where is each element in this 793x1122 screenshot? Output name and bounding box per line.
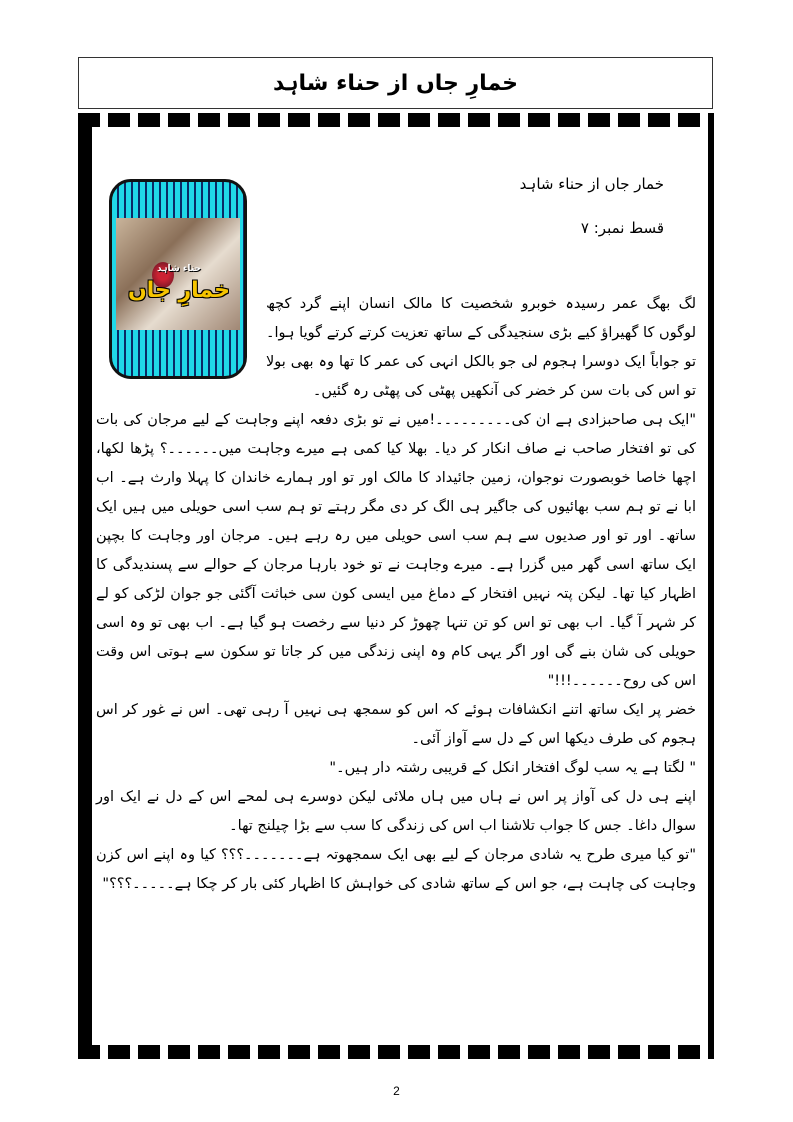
episode-number-line: قسط نمبر: ۷	[580, 219, 664, 237]
cover-title: خمارِ جاں	[127, 278, 231, 303]
paragraph: " لگتا ہے یہ سب لوگ افتخار انکل کے قریبی رشتہ دار ہیں۔"	[329, 760, 696, 776]
paragraph: لگ بھگ عمر رسیدہ خوبرو شخصیت کا مالک انسان اپنے گرد کچھ لوگوں کا گھیراؤ کیے بڑی سنجیدگی کے ساتھ تعزیت کرتے کرتے گویا ہوا۔ تو جواباً ایک دوسرا ہجوم لی جو بالکل انہی کی عمر کا تھا وہ بھی بولا تو اس کی بات سن کر خضر کی آنکھیں پھٹی کی پھٹی رہ گئیں۔	[266, 296, 696, 399]
title-box	[78, 57, 713, 109]
paragraph: "ایک ہی صاحبزادی ہے ان کی۔۔۔۔۔۔۔۔۔!میں نے تو بڑی دفعہ اپنے وجاہت کے لیے مرجان کی بات کی تو افتخار صاحب نے صاف انکار کر دیا۔ بھلا کیا کمی ہے میرے وجاہت میں۔۔۔۔۔۔؟ پڑھا لکھا، اچھا خاصا خوبصورت نوجوان، زمین جائیداد کا مالک اور تو اور ہمارے خاندان کا پہلا وارث ہے۔ اب ابا نے تو ہم سب بھائیوں کی جاگیر ہی الگ کر دی مگر رہتے تو ہم سب اسی حویلی میں ہیں ایک ساتھ۔ اور تو اور صدیوں سے ہم سب اسی حویلی میں رہ رہے ہیں۔ مرجان اور وجاہت کا بچپن ایک ساتھ اسی گھر میں گزرا ہے۔ میرے وجاہت نے تو خود بارہا مرجان کے حوالے سے پسندیدگی کا اظہار کیا تھا۔ لیکن پتہ نہیں افتخار کے دماغ میں ایسی کون سی خباثت آگئی جو جوان لڑکی کو لے کر شہر آ گیا۔ اب بھی تو اس کو تن تنہا چھوڑ کر دنیا سے رخصت ہو گیا ہے۔ اب بھی تو وہ اسی حویلی کی شان بنے گی اور اگر یہی کام وہ اپنی زندگی میں کر جاتا تو سکون سے ہوتی اس وقت اس کی روح۔۔۔۔۔۔!!!"	[96, 412, 696, 689]
paragraph: خضر پر ایک ساتھ اتنے انکشافات ہوئے کہ اس کو سمجھ ہی نہیں آ رہی تھی۔ اس نے غور کر اس ہجوم کی طرف دیکھا اس کے دل سے آواز آئی۔	[96, 702, 696, 747]
intro-heading	[380, 162, 664, 250]
novel-name-line: خمار جاں از حناء شاہد	[519, 175, 664, 193]
page-number: 2	[393, 1084, 400, 1098]
paragraph: اپنے ہی دل کی آواز پر اس نے ہاں میں ہاں ملائی لیکن دوسرے ہی لمحے اس کے دل نے ایک اور سوال داغا۔ جس کا جواب تلاشنا اب اس کی زندگی کا سب سے بڑا چیلنج تھا۔	[96, 789, 696, 834]
cover-author: حناء شاہد	[157, 264, 201, 274]
story-body	[96, 290, 696, 899]
paragraph: "تو کیا میری طرح یہ شادی مرجان کے لیے بھی ایک سمجھوتہ ہے۔۔۔۔۔۔۔؟؟؟ کیا وہ اپنے اس کزن وجاہت کی چاہت ہے، جو اس کے ساتھ شادی کی خواہش کا اظہار کئی بار کر چکا ہے۔۔۔۔۔؟؟؟"	[96, 847, 696, 892]
page-title: خمارِ جاں از حناء شاہد	[272, 70, 519, 96]
